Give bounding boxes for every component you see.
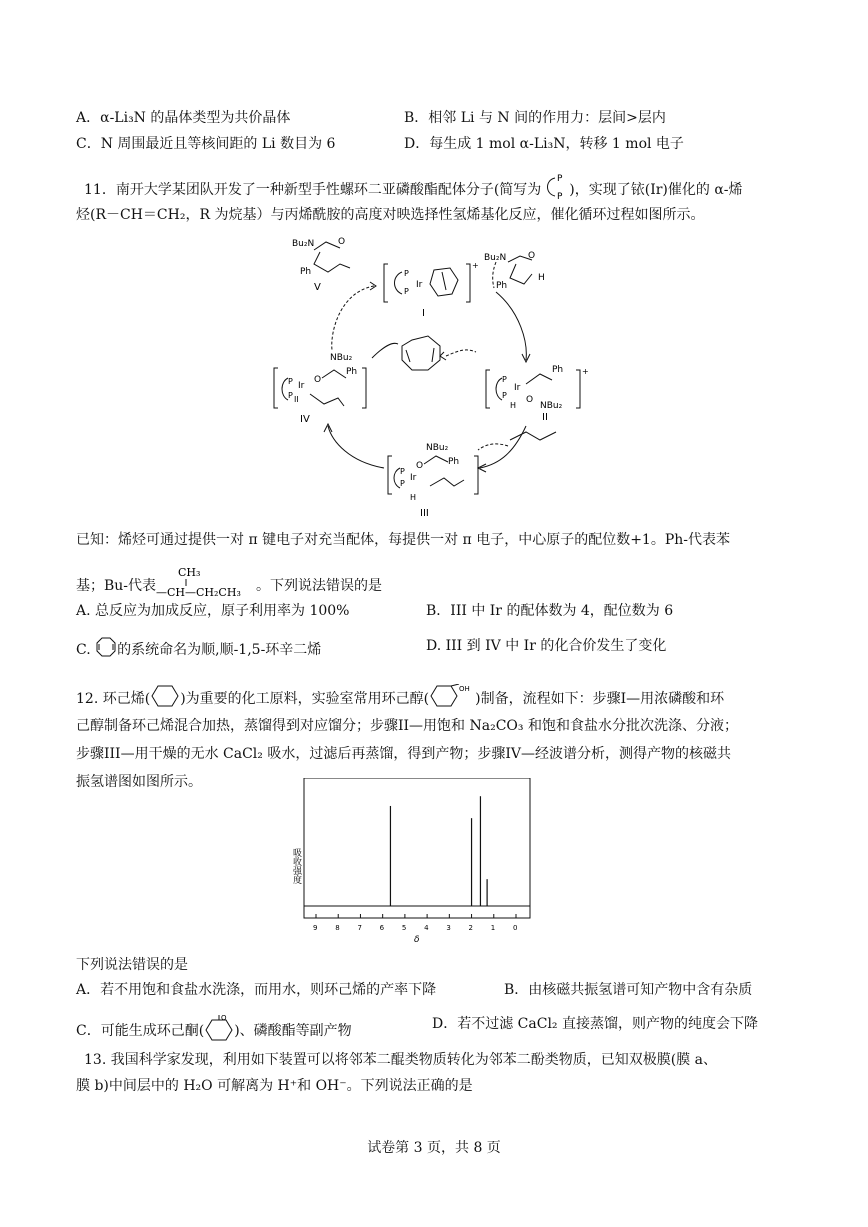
svg-text:O: O — [416, 461, 424, 471]
cyclohexene-icon — [150, 684, 180, 714]
svg-text:—CH—CH₂CH₃: —CH—CH₂CH₃ — [156, 586, 241, 599]
nmr-spectrum-chart — [284, 778, 534, 950]
svg-text:NBu₂: NBu₂ — [426, 443, 449, 453]
q12-question: 下列说法错误的是 — [76, 957, 188, 973]
nmr-x-tick-label: 7 — [357, 924, 362, 932]
svg-text:P: P — [502, 391, 507, 400]
svg-text:O: O — [314, 375, 322, 385]
svg-text:P: P — [404, 269, 409, 278]
svg-text:H: H — [538, 273, 545, 283]
nmr-x-tick-label: 1 — [490, 924, 496, 932]
svg-text:+: + — [582, 367, 589, 376]
svg-text:P: P — [502, 375, 507, 384]
nmr-x-tick-label: 0 — [513, 924, 518, 932]
nmr-x-axis-label: δ — [414, 935, 420, 945]
nmr-x-tick-label: 2 — [468, 924, 474, 932]
nmr-x-tick-label: 9 — [313, 924, 318, 932]
svg-text:O: O — [526, 395, 534, 405]
label-i: I — [422, 308, 425, 319]
svg-text:Ir: Ir — [416, 280, 423, 290]
page-footer: 试卷第 3 页，共 8 页 — [367, 1140, 501, 1156]
svg-text:P: P — [557, 174, 563, 184]
label-ii-left: II — [294, 395, 299, 404]
svg-text:CH₃: CH₃ — [178, 566, 201, 579]
cyclohexanol-icon — [429, 684, 475, 714]
v-bu2n: Bu₂N — [292, 239, 315, 249]
nmr-y-axis-label: 吸收强度 — [291, 848, 301, 884]
nmr-x-tick-label: 5 — [401, 924, 407, 932]
svg-text:NBu₂: NBu₂ — [540, 401, 563, 411]
nmr-x-tick-label: 6 — [379, 924, 385, 932]
q12-stem-line1: 12. 环己烯( )为重要的化工原料，实验室常用环己醇( OH )制备，流程如下：步骤I—用浓磷酸和环 — [76, 684, 724, 714]
svg-text:NBu₂: NBu₂ — [330, 353, 353, 363]
q11-option-d: D. III 到 IV 中 Ir 的化合价发生了变化 — [426, 638, 667, 654]
svg-text:P: P — [404, 287, 409, 296]
svg-text:O: O — [528, 251, 536, 261]
svg-text:P: P — [400, 479, 405, 488]
q12-option-c: C．可能生成环己酮( O )、磷酸酯等副产物 — [76, 1014, 352, 1048]
q11-known-line2: 基；Bu-代表 CH₃ —CH—CH₂CH₃ 。下列说法错误的是 — [76, 566, 382, 606]
q10-option-a: A．α-Li₃N 的晶体类型为共价晶体 — [76, 110, 291, 126]
label-v: V — [314, 282, 321, 293]
svg-text:Ph: Ph — [448, 457, 460, 467]
nmr-x-tick-label: 3 — [446, 924, 451, 932]
q10-option-d: D．每生成 1 mol α-Li₃N，转移 1 mol 电子 — [404, 136, 684, 152]
svg-text:H: H — [510, 401, 517, 410]
svg-text:+: + — [472, 261, 479, 270]
svg-text:H: H — [410, 493, 417, 502]
q12-option-d: D．若不过滤 CaCl₂ 直接蒸馏，则产物的纯度会下降 — [432, 1016, 758, 1032]
q12-stem-line2: 己醇制备环己烯混合加热，蒸馏得到对应馏分；步骤II—用饱和 Na₂CO₃ 和饱和食盐水分批次洗涤、分液； — [76, 718, 738, 734]
q11-stem-line1: 11．南开大学某团队开发了一种新型手性螺环二亚磷酸酯配体分子(简写为 P P )，实现了铱(Ir)催化的 α-烯 — [84, 172, 743, 208]
q12-stem-line3: 步骤III—用干燥的无水 CaCl₂ 吸水，过滤后再蒸馏，得到产物；步骤IV—经波谱分析，测得产物的核磁共 — [76, 746, 731, 762]
cyclooctadiene-icon — [95, 636, 117, 664]
butyl-structure — [156, 566, 256, 606]
svg-text:Ph: Ph — [346, 367, 358, 377]
ligand-pp-icon — [541, 172, 569, 208]
catalytic-cycle-diagram — [270, 232, 610, 526]
svg-text:O: O — [338, 237, 346, 247]
svg-text:Ph: Ph — [300, 267, 312, 277]
q11-option-a: A. 总反应为加成反应，原子利用率为 100% — [76, 603, 350, 619]
svg-text:P: P — [400, 467, 405, 476]
svg-text:Ir: Ir — [410, 473, 417, 483]
svg-text:Ph: Ph — [496, 281, 508, 291]
label-ii-right: II — [542, 412, 548, 423]
nmr-x-tick-label: 4 — [424, 924, 429, 932]
q10-option-b: B．相邻 Li 与 N 间的作用力：层间>层内 — [404, 110, 666, 126]
q13-stem-line2: 膜 b)中间层中的 H₂O 可解离为 H⁺和 OH⁻。下列说法正确的是 — [76, 1078, 473, 1094]
q11-stem-line2: 烃(R－CH＝CH₂，R 为烷基）与丙烯酰胺的高度对映选择性氢烯基化反应，催化循环过程如图所示。 — [76, 207, 705, 223]
q12-option-a: A．若不用饱和食盐水洗涤，而用水，则环己烯的产率下降 — [76, 982, 437, 998]
q12-option-b: B．由核磁共振氢谱可知产物中含有杂质 — [504, 982, 753, 998]
svg-text:Bu₂N: Bu₂N — [484, 253, 507, 263]
q11-known-line1: 已知：烯烃可通过提供一对 π 键电子对充当配体，每提供一对 π 电子，中心原子的配位数+1。Ph-代表苯 — [76, 532, 731, 548]
nmr-frame — [304, 778, 530, 918]
svg-text:Ir: Ir — [514, 383, 521, 393]
label-iii: III — [420, 508, 429, 519]
svg-text:Ph: Ph — [552, 365, 564, 375]
svg-text:P: P — [288, 391, 293, 400]
label-iv: IV — [300, 414, 310, 425]
nmr-x-tick-label: 8 — [335, 924, 340, 932]
svg-text:OH: OH — [459, 685, 470, 693]
q11-option-c: C. 的系统命名为顺,顺-1,5-环辛二烯 — [76, 636, 321, 664]
q13-stem-line1: 13. 我国科学家发现，利用如下装置可以将邻苯二醌类物质转化为邻苯二酚类物质，已知双极膜(膜 a、 — [84, 1052, 717, 1068]
svg-text:O: O — [221, 1014, 227, 1022]
cyclohexanone-icon — [204, 1014, 234, 1048]
q11-option-b: B．III 中 Ir 的配体数为 4，配位数为 6 — [426, 603, 674, 619]
q12-stem-line4: 振氢谱图如图所示。 — [76, 774, 202, 790]
svg-text:P: P — [288, 377, 293, 386]
svg-text:Ir: Ir — [298, 381, 305, 391]
svg-text:P: P — [557, 192, 563, 202]
q10-option-c: C．N 周围最近且等核间距的 Li 数目为 6 — [76, 136, 336, 152]
